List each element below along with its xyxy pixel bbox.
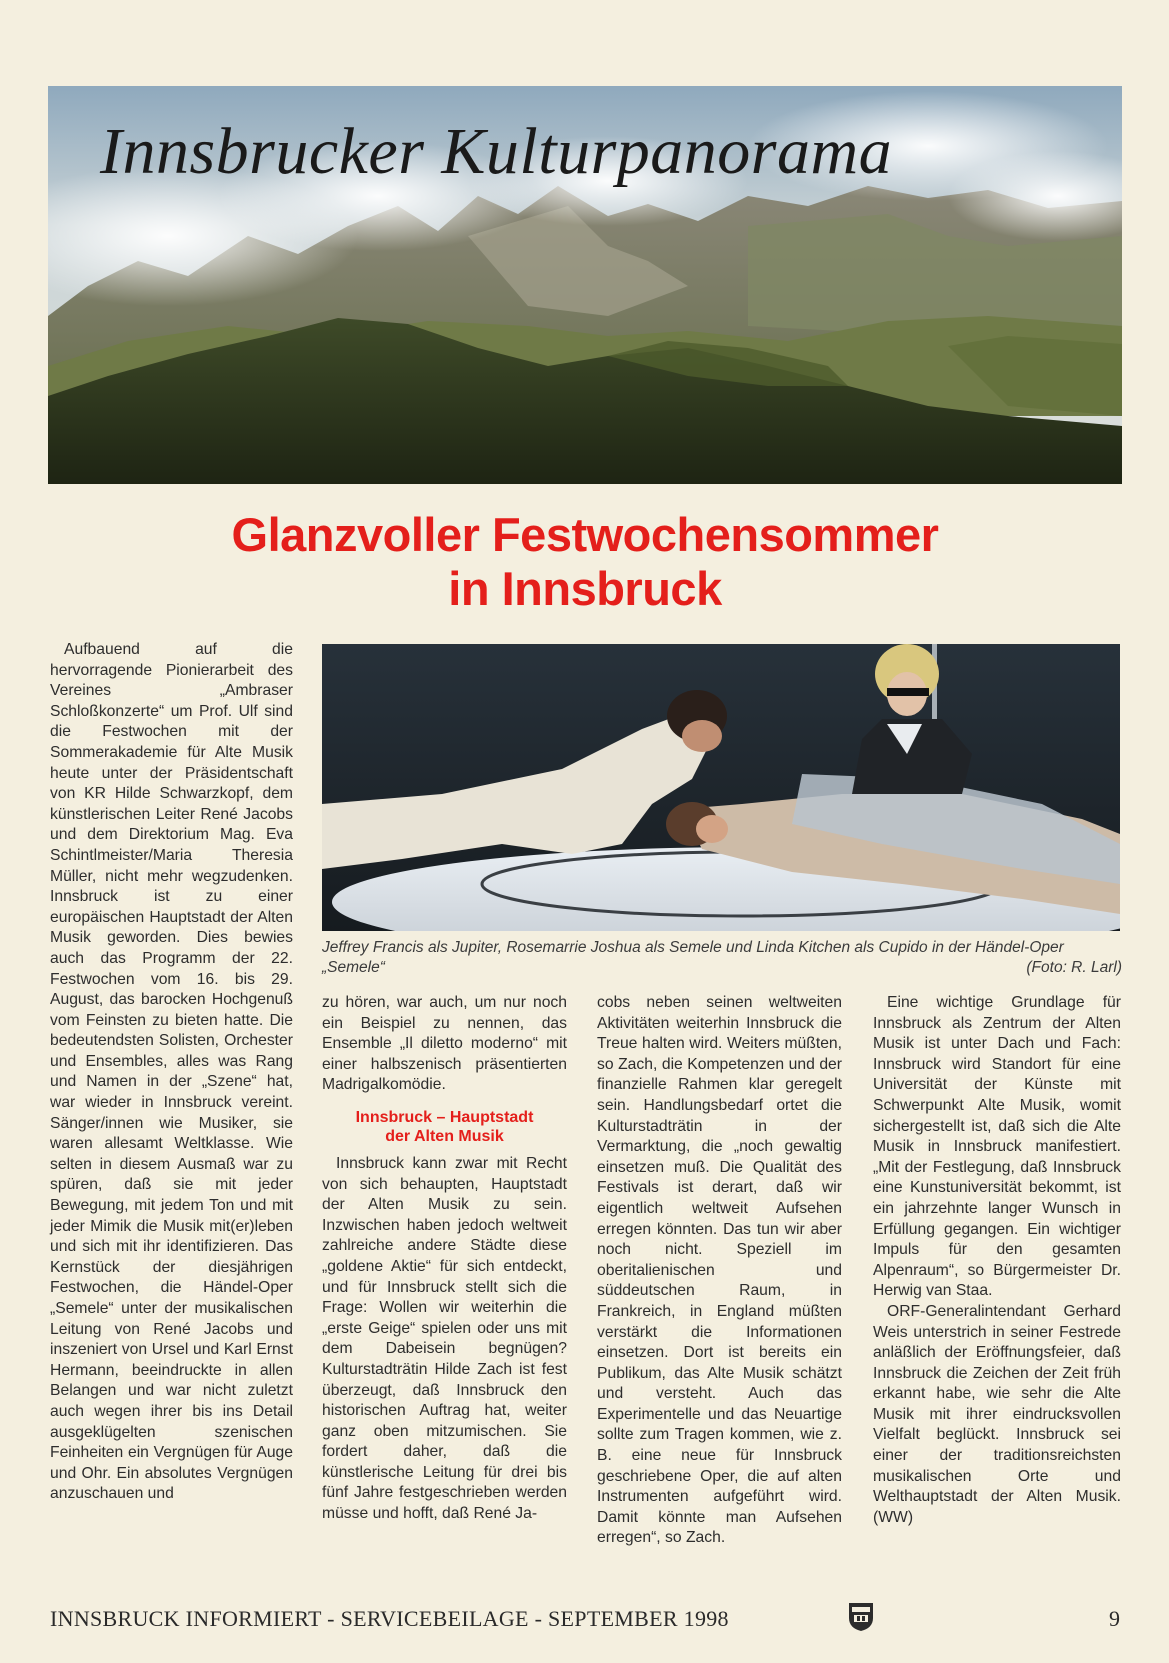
opera-photo	[322, 644, 1120, 931]
article-column-3	[597, 993, 842, 1549]
page-number: 9	[1109, 1606, 1120, 1631]
banner-image	[48, 86, 1122, 484]
article-headline	[60, 508, 1110, 616]
headline-line-2: in Innsbruck	[448, 562, 722, 615]
paragraph-hauptstadt: Innsbruck kann zwar mit Recht von sich behaupten, Hauptstadt der Alten Musik zu sein. Inzwischen haben jedoch weltweit zahlreiche andere Städte diese „goldene Aktie“ für sich entdeckt, und für Innsbruck stellt sich die Frage: Wollen wir weiterhin die „erste Geige“ spielen oder uns mit dem Dabeisein begnügen? Kulturstadträtin Hilde Zach ist fest überzeugt, daß Innsbruck den historischen Auftrag hat, weiter ganz oben mitzumischen. Sie fordert daher, daß die künstlerische Leitung für drei bis fünf Jahre festgeschrieben werden müsse und hofft, daß René Ja-	[322, 1154, 567, 1523]
subheading	[322, 1108, 567, 1146]
banner-title: Innsbrucker Kulturpanorama	[100, 115, 893, 188]
article-column-4	[873, 993, 1121, 1528]
page-footer	[50, 1602, 1120, 1634]
paragraph-col3: cobs neben seinen weltweiten Aktivitäten weiterhin Innsbruck die Treue halten wird. Weiters müßten, so Zach, die Kompetenzen und der finanzielle Rahmen klar geregelt sein. Handlungsbedarf ortet die Kulturstadträtin in der Vermarktung, die „noch gewaltig einsetzen muß. Die Qualität des Festivals ist derart, daß wir eigentlich weltweit Aufsehen erregen könnten. Das tun wir aber noch nicht. Speziell im oberitalienischen und süddeutschen Raum, in Frankreich, in England müßten verstärkt die Informationen einsetzen. Dort ist bereits ein Publikum, das Alte Musik schätzt und versteht. Auch das Experimentelle und das Neuartige sollte zum Tragen kommen, wie z. B. eine neue für Innsbruck geschriebene Oper, die auf alten Instrumenten aufgeführt wird. Damit könnte man Aufsehen erregen“, so Zach.	[597, 994, 842, 1547]
paragraph-intro: Aufbauend auf die hervorragende Pionierarbeit des Vereines „Ambraser Schloßkonzerte“ um Prof. Ulf sind die Festwochen mit der Sommerakademie für Alte Musik heute unter der Präsidentschaft von KR Hilde Schwarzkopf, dem künstlerischen Leiter René Jacobs und dem Direktorium Mag. Eva Schintlmeister/Maria Theresia Müller, nicht mehr wegzudenken. Innsbruck ist zu einer europäischen Hauptstadt der Alten Musik geworden. Dies bewies auch das Programm der 22. Festwochen vom 16. bis 29. August, das barocken Hochgenuß vom Feinsten zu bieten hatte. Die bedeutendsten Solisten, Orchester und Ensembles, alles was Rang und Namen in der „Szene“ hat, war wieder in Innsbruck vereint. Sänger/innen wie Musiker, sie waren allesamt Weltklasse. Wie selten in diesem Ausmaß war zu spüren, daß sie mit jeder Bewegung, mit jedem Ton und mit jeder Mimik die Musik mit(er)leben und sich mit ihr identifizieren. Das Kernstück der diesjährigen Festwochen, die Händel-Oper „Semele“ unter der musikalischen Leitung von René Jacobs und inszeniert von Ursel und Karl Ernst Hermann, beeindruckte in allen Belangen und war nicht zuletzt auch wegen ihrer bis ins Detail ausgeklügelten szenischen Feinheiten ein Vergnügen für Auge und Ohr. Ein absolutes Vergnügen anzuschauen und	[50, 641, 293, 1503]
caption-text: Jeffrey Francis als Jupiter, Rosemarrie Joshua als Semele und Linda Kitchen als Cupido in der Händel-Oper „Semele“	[322, 939, 1064, 976]
paragraph-col2-start: zu hören, war auch, um nur noch ein Beispiel zu nennen, das Ensemble „Il diletto moderno“ mit einer halbszenisch präsentierten Madrigalkomödie.	[322, 994, 567, 1094]
headline-line-1: Glanzvoller Festwochensommer	[231, 508, 939, 561]
footer-publication: INNSBRUCK INFORMIERT - SERVICEBEILAGE - SEPTEMBER 1998	[50, 1606, 729, 1631]
subheading-line-1: Innsbruck – Hauptstadt	[355, 1108, 534, 1126]
subheading-line-2: der Alten Musik	[385, 1127, 504, 1145]
opera-scene-image	[322, 644, 1120, 931]
innsbruck-crest-icon	[848, 1602, 874, 1638]
paragraph-universitaet: Eine wichtige Grundlage für Innsbruck als Zentrum der Alten Musik ist unter Dach und Fach: Innsbruck wird Standort für eine Universität der Künste mit Schwerpunkt Alte Musik, womit sichergestellt ist, daß sich die Alte Musik in Innsbruck manifestiert. „Mit der Festlegung, daß Innsbruck eine Kunstuniversität bekommt, ist ein jahrzehnte langer Wunsch in Erfüllung gegangen. Ein wichtiger Impuls für den gesamten Alpenraum“, so Bürgermeister Dr. Herwig van Staa.	[873, 994, 1121, 1300]
photo-credit: (Foto: R. Larl)	[1026, 959, 1122, 976]
paragraph-orf: ORF-Generalintendant Gerhard Weis unterstrich in seiner Festrede anläßlich der Eröffnungsfeier, daß Innsbruck die Zeichen der Zeit früh erkannt habe, wie sehr die Alte Musik mit ihrer eindrucksvollen Vielfalt beglückt. Innsbruck sei einer der traditionsreichsten musikalischen Orte und Welthauptstadt der Alten Musik. (WW)	[873, 1302, 1121, 1526]
article-column-2	[322, 993, 567, 1525]
photo-caption	[322, 938, 1122, 978]
article-column-1	[50, 640, 293, 1505]
